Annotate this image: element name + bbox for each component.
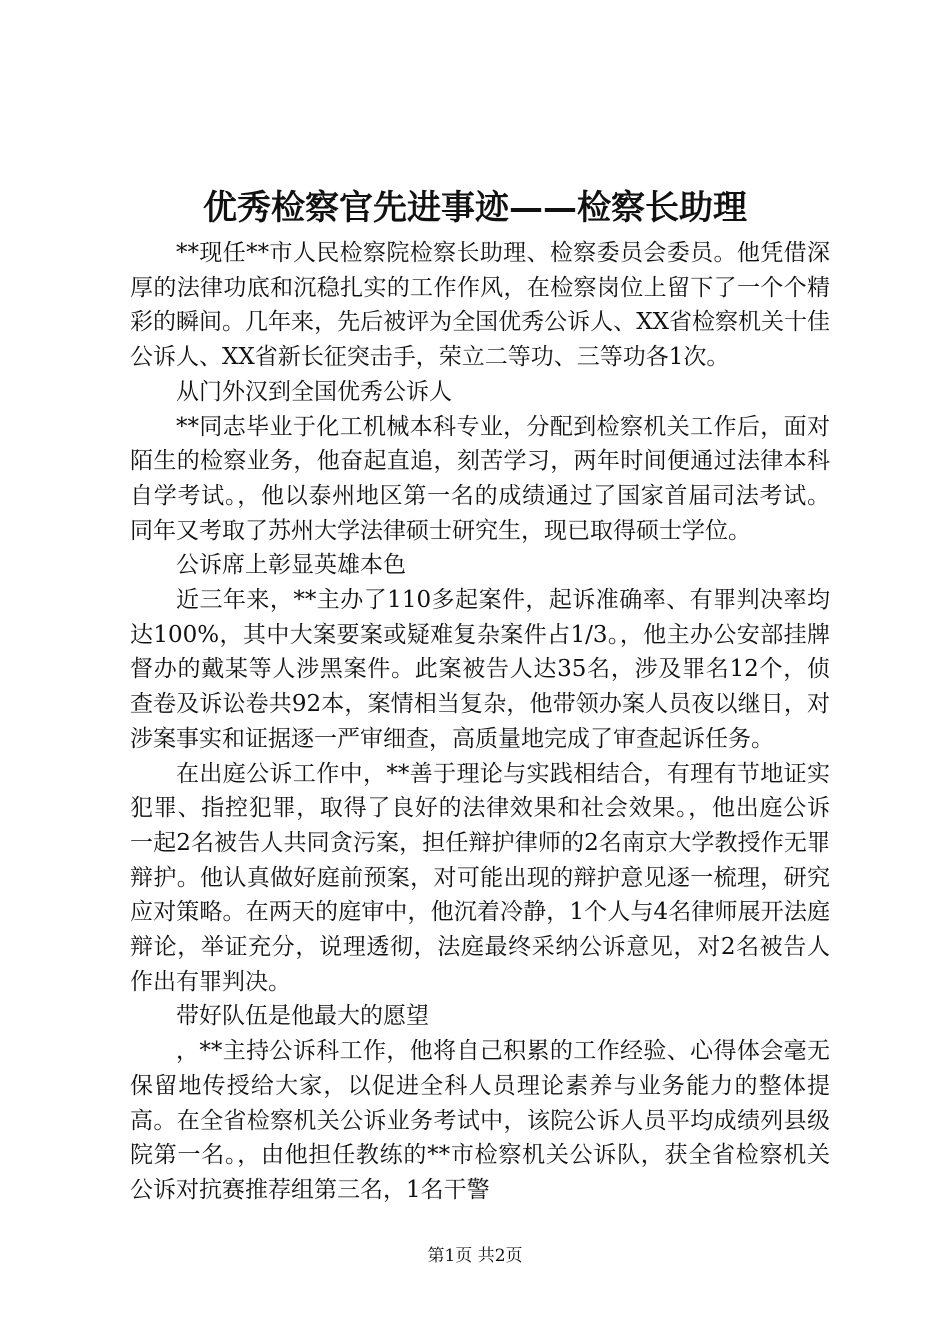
document-body <box>130 236 830 1208</box>
paragraph-cases: 近三年来，**主办了110多起案件，起诉准确率、有罪判决率均达100%，其中大案要案或疑难复杂案件占1/3。，他主办公安部挂牌督办的戴某等人涉黑案件。此案被告人达35名，涉及罪名12个，侦查卷及诉讼卷共92本，案情相当复杂，他带领办案人员夜以继日，对涉案事实和证据逐一严审细查，高质量地完成了审查起诉任务。 <box>130 587 830 752</box>
section-heading-3: 带好队伍是他最大的愿望 <box>176 1003 429 1030</box>
section-heading-2: 公诉席上彰显英雄本色 <box>176 552 406 579</box>
paragraph-intro: **现任**市人民检察院检察长助理、检察委员会委员。他凭借深厚的法律功底和沉稳扎实的工作作风，在检察岗位上留下了一个个精彩的瞬间。几年来，先后被评为全国优秀公诉人、XX省检察机关十佳公诉人、XX省新长征突击手，荣立二等功、三等功各1次。 <box>130 240 830 371</box>
section-heading-1: 从门外汉到全国优秀公诉人 <box>176 378 452 405</box>
paragraph-court: 在出庭公诉工作中，**善于理论与实践相结合，有理有节地证实犯罪、指控犯罪，取得了良好的法律效果和社会效果。，他出庭公诉一起2名被告人共同贪污案，担任辩护律师的2名南京大学教授作无罪辩护。他认真做好庭前预案，对可能出现的辩护意见逐一梳理，研究应对策略。在两天的庭审中，他沉着冷静，1个人与4名律师展开法庭辩论，举证充分，说理透彻，法庭最终采纳公诉意见，对2名被告人作出有罪判决。 <box>130 760 830 995</box>
document-title: 优秀检察官先进事迹——检察长助理 <box>203 188 747 228</box>
paragraph-team: ，**主持公诉科工作，他将自己积累的工作经验、心得体会毫无保留地传授给大家，以促进全科人员理论素养与业务能力的整体提高。在全省检察机关公诉业务考试中，该院公诉人员平均成绩列县级院第一名。，由他担任教练的**市检察机关公诉队，获全省检察机关公诉对抗赛推荐组第三名，1名干警 <box>130 1038 830 1203</box>
paragraph-education: **同志毕业于化工机械本科专业，分配到检察机关工作后，面对陌生的检察业务，他奋起直追，刻苦学习，两年时间便通过法律本科自学考试。，他以泰州地区第一名的成绩通过了国家首届司法考试。同年又考取了苏州大学法律硕士研究生，现已取得硕士学位。 <box>130 413 830 544</box>
page-footer: 第1页 共2页 <box>427 1246 523 1266</box>
